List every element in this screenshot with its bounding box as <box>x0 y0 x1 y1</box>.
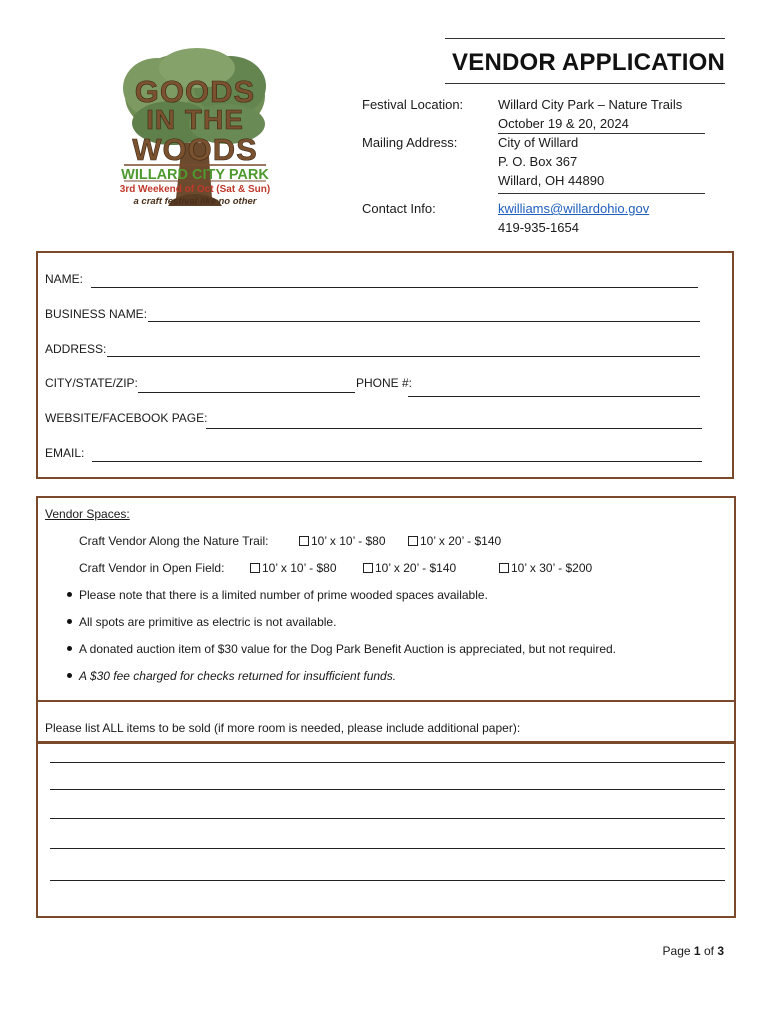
website-label: WEBSITE/FACEBOOK PAGE: <box>45 411 208 425</box>
contact-email-value <box>498 199 649 218</box>
logo-park-text: WILLARD CITY PARK <box>121 167 269 183</box>
business-name-label: BUSINESS NAME: <box>45 307 148 321</box>
bullet-icon <box>67 619 72 624</box>
header-divider <box>498 193 705 194</box>
open-field-option-10x30[interactable]: 10’ x 30’ - $200 <box>499 561 592 575</box>
name-field[interactable] <box>91 287 698 288</box>
item-entry-line[interactable] <box>50 880 725 881</box>
address-field[interactable] <box>107 356 700 357</box>
title-rule-bottom <box>445 83 725 84</box>
page-number: Page 1 of 3 <box>662 944 724 958</box>
nature-trail-option-10x20[interactable]: 10’ x 20’ - $140 <box>408 534 501 548</box>
checkbox-icon[interactable] <box>499 563 509 573</box>
city-state-zip-field[interactable] <box>138 392 355 393</box>
item-entry-line[interactable] <box>50 762 725 763</box>
logo-goods-text: GOODS <box>134 74 256 109</box>
logo-in-the-text: IN THE <box>146 104 244 135</box>
mailing-address-line2: P. O. Box 367 <box>498 154 578 169</box>
items-lines-box <box>36 741 736 918</box>
address-label: ADDRESS: <box>45 342 107 356</box>
page-title: VENDOR APPLICATION <box>452 49 725 76</box>
mailing-address-line1: City of Willard <box>498 135 579 150</box>
logo-woods-text: WOODS <box>132 132 258 167</box>
checkbox-icon[interactable] <box>408 536 418 546</box>
festival-logo <box>112 48 278 212</box>
bullet-icon <box>67 592 72 597</box>
city-state-zip-label: CITY/STATE/ZIP: <box>45 376 138 390</box>
bullet-icon <box>67 646 72 651</box>
open-field-option-10x10[interactable]: 10’ x 10’ - $80 <box>250 561 337 575</box>
note-item: All spots are primitive as electric is not available. <box>67 615 336 629</box>
email-label: EMAIL: <box>45 446 85 460</box>
logo-weekend-text: 3rd Weekend of Oct (Sat & Sun) <box>119 184 271 195</box>
nature-trail-option-10x10[interactable]: 10’ x 10’ - $80 <box>299 534 386 548</box>
festival-dates-value: October 19 & 20, 2024 <box>498 116 629 131</box>
checkbox-icon[interactable] <box>363 563 373 573</box>
festival-location-value: Willard City Park – Nature Trails <box>498 97 683 112</box>
title-rule-top <box>445 38 725 39</box>
note-item: Please note that there is a limited number of prime wooded spaces available. <box>67 588 488 602</box>
phone-field[interactable] <box>408 396 700 397</box>
contact-phone-value: 419-935-1654 <box>498 220 579 235</box>
name-label: NAME: <box>45 272 84 286</box>
item-entry-line[interactable] <box>50 848 725 849</box>
contact-email-link[interactable]: kwilliams@willardohio.gov <box>498 201 650 216</box>
phone-label: PHONE #: <box>356 376 413 390</box>
open-field-option-10x20[interactable]: 10’ x 20’ - $140 <box>363 561 456 575</box>
business-name-field[interactable] <box>148 321 700 322</box>
festival-location-label: Festival Location: <box>362 97 464 112</box>
nature-trail-label: Craft Vendor Along the Nature Trail: <box>79 534 269 548</box>
checkbox-icon[interactable] <box>250 563 260 573</box>
note-item: A donated auction item of $30 value for the Dog Park Benefit Auction is appreciated, but not required. <box>67 642 616 656</box>
vendor-spaces-heading: Vendor Spaces: <box>45 507 130 521</box>
website-field[interactable] <box>206 428 702 429</box>
email-field[interactable] <box>92 461 702 462</box>
mailing-address-label: Mailing Address: <box>362 135 458 150</box>
contact-info-label: Contact Info: <box>362 201 436 216</box>
items-prompt: Please list ALL items to be sold (if more room is needed, please include additional paper): <box>45 721 521 735</box>
item-entry-line[interactable] <box>50 818 725 819</box>
checkbox-icon[interactable] <box>299 536 309 546</box>
bullet-icon <box>67 673 72 678</box>
open-field-label: Craft Vendor in Open Field: <box>79 561 225 575</box>
item-entry-line[interactable] <box>50 789 725 790</box>
mailing-address-line3: Willard, OH 44890 <box>498 173 605 188</box>
logo-tagline-text: a craft festival like no other <box>133 196 257 207</box>
applicant-info-box <box>36 251 734 479</box>
note-item: A $30 fee charged for checks returned for insufficient funds. <box>67 669 396 683</box>
